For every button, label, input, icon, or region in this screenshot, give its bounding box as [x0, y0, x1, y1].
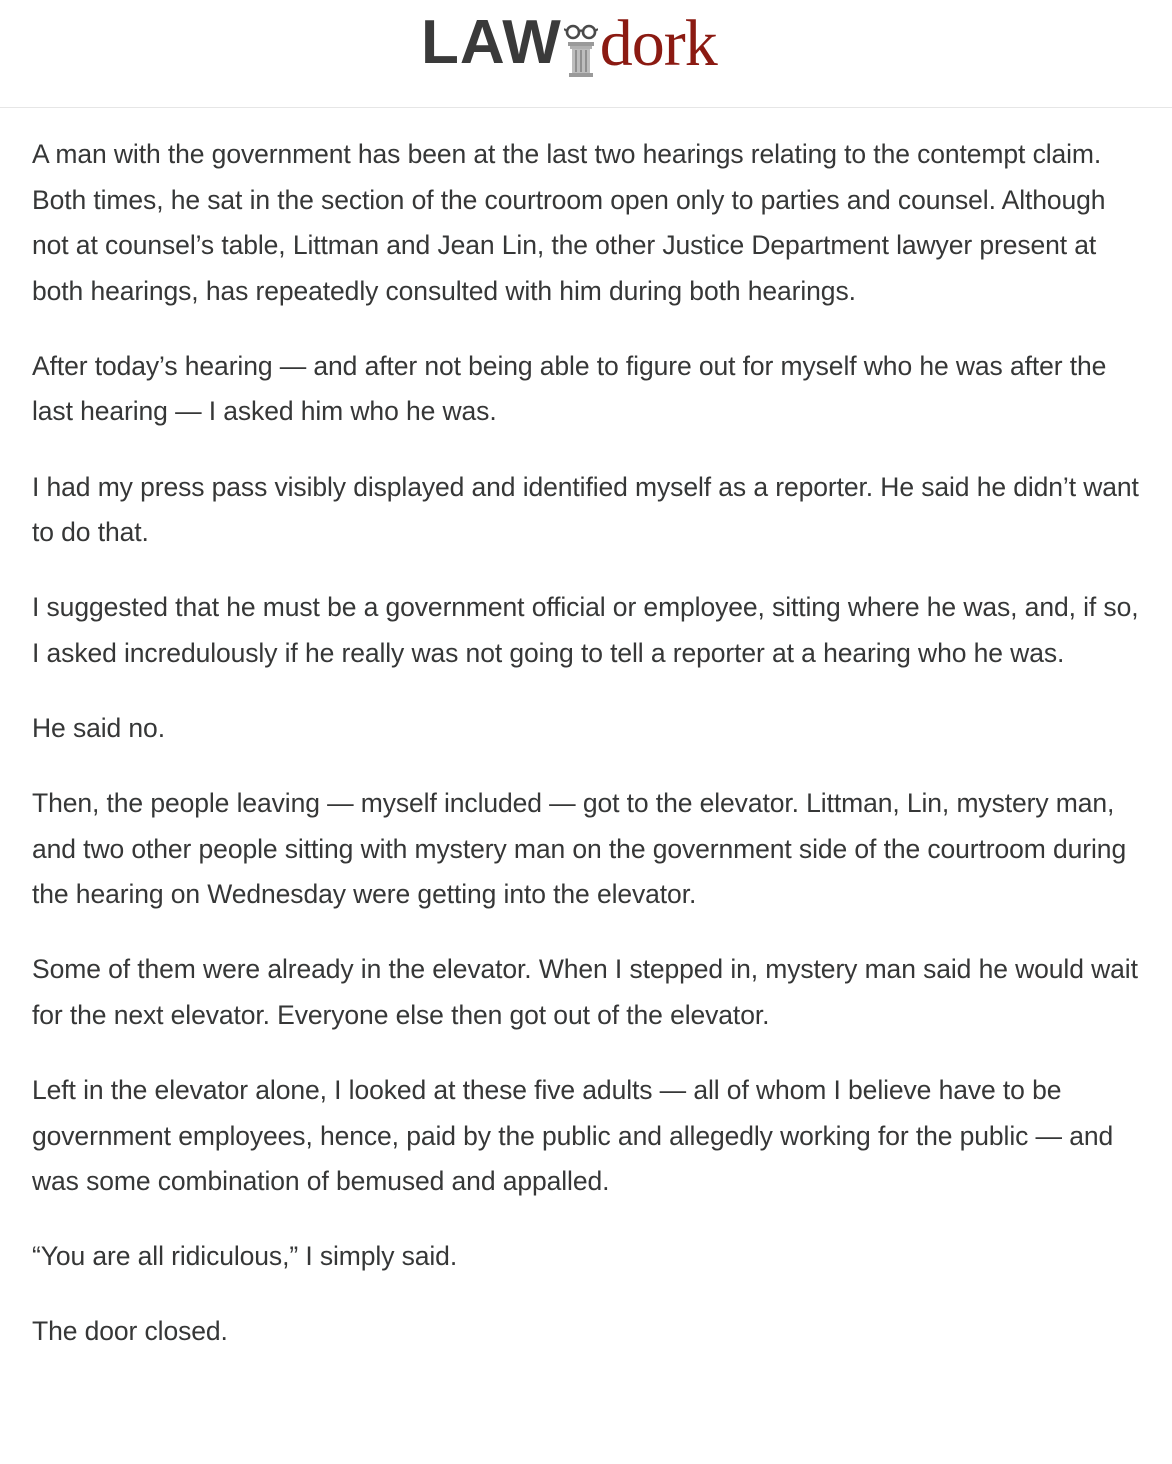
article-paragraph: Then, the people leaving — myself included — got to the elevator. Littman, Lin, mystery man, and two other people sitting with mystery man on the government side of the courtroom during the hearing on Wednesday were getting into the elevator. [32, 788, 1127, 910]
article-paragraph: “You are all ridiculous,” I simply said. [32, 1241, 458, 1272]
article-paragraph: He said no. [32, 712, 165, 743]
article-paragraph: A man with the government has been at the last two hearings relating to the contempt claim. Both times, he sat in the section of the courtroom open only to parties and counsel. Although not at counsel’s table, Littman and Jean Lin, the other Justice Department lawyer present at both hearings, has repeatedly consulted with him during both hearings. [32, 139, 1106, 306]
article-paragraph: Left in the elevator alone, I looked at these five adults — all of whom I believe have to be government employees, hence, paid by the public and allegedly working for the public — and was some combination of bemused and appalled. [32, 1075, 1114, 1197]
logo-word-dork: dork [599, 7, 717, 80]
article-paragraph: I suggested that he must be a government official or employee, sitting where he was, and, if so, I asked incredulously if he really was not going to tell a reporter at a hearing who he was. [32, 592, 1139, 668]
site-logo[interactable] [421, 7, 717, 80]
article-body [32, 132, 1142, 1384]
column-with-glasses-icon [564, 22, 598, 80]
article-paragraph: After today’s hearing — and after not being able to figure out for myself who he was after the last hearing — I asked him who he was. [32, 350, 1107, 427]
article-paragraph: The door closed. [32, 1316, 228, 1347]
article-paragraph: I had my press pass visibly displayed and identified myself as a reporter. He said he didn’t want to do that. [32, 471, 1139, 548]
site-header [0, 0, 1172, 108]
logo-word-law: LAW [421, 8, 562, 77]
article-paragraph: Some of them were already in the elevator. When I stepped in, mystery man said he would wait for the next elevator. Everyone else then got out of the elevator. [32, 954, 1138, 1030]
